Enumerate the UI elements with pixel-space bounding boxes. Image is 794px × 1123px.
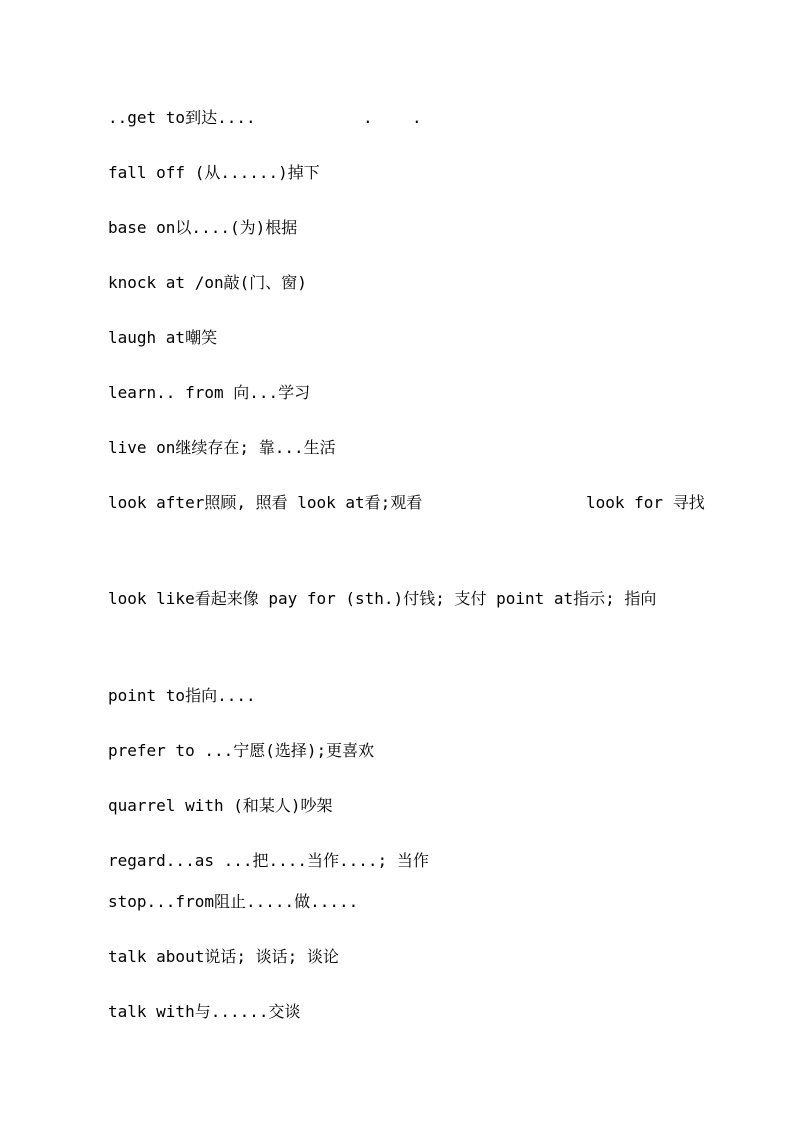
phrase-line-13: regard...as ...把....当作....; 当作: [108, 851, 429, 870]
phrase-line-8b: look for 寻找: [586, 493, 705, 512]
phrase-line-12: quarrel with (和某人)吵架: [108, 796, 333, 815]
phrase-line-9: look like看起来像 pay for (sth.)付钱; 支付 point at指示; 指向: [108, 589, 657, 608]
phrase-line-16: talk with与......交谈: [108, 1002, 301, 1021]
phrase-line-1: ..get to到达....: [108, 108, 256, 127]
phrase-line-4: knock at /on敲(门、窗): [108, 273, 307, 292]
phrase-line-8: look after照顾, 照看 look at看;观看: [108, 493, 423, 512]
phrase-line-6: learn.. from 向...学习: [108, 383, 311, 402]
phrase-line-7: live on继续存在; 靠...生活: [108, 438, 336, 457]
phrase-line-2: fall off (从......)掉下: [108, 163, 320, 182]
phrase-line-11: prefer to ...宁愿(选择);更喜欢: [108, 741, 375, 760]
phrase-line-10: point to指向....: [108, 686, 256, 705]
phrase-line-5: laugh at嘲笑: [108, 328, 218, 347]
phrase-line-15: talk about说话; 谈话; 谈论: [108, 947, 339, 966]
stray-mark-2: .: [412, 108, 422, 127]
stray-mark-1: .: [363, 108, 373, 127]
phrase-line-14: stop...from阻止.....做.....: [108, 892, 359, 911]
phrase-line-3: base on以....(为)根据: [108, 218, 298, 237]
